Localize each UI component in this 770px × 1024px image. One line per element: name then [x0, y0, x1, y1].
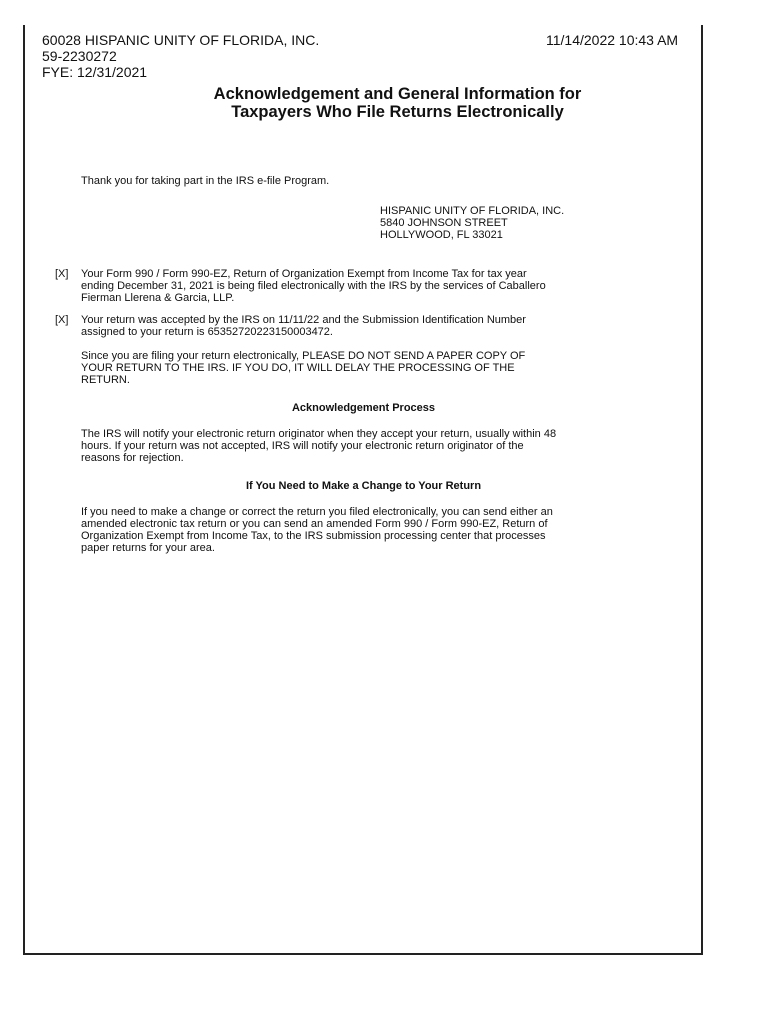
paper-copy-warning — [81, 350, 593, 386]
text-line: Your Form 990 / Form 990-EZ, Return of Organization Exempt from Income Tax for tax year — [81, 268, 527, 280]
change-heading: If You Need to Make a Change to Your Return — [245, 480, 482, 492]
acknowledgement-heading: Acknowledgement Process — [291, 402, 436, 414]
address-street: 5840 JOHNSON STREET — [380, 217, 508, 229]
title-line-2: Taxpayers Who File Returns Electronically — [231, 103, 564, 121]
text-line: Since you are filing your return electronically, PLEASE DO NOT SEND A PAPER COPY OF — [81, 350, 526, 362]
address-name: HISPANIC UNITY OF FLORIDA, INC. — [380, 205, 565, 217]
text-line: The IRS will notify your electronic return originator when they accept your return, usually within 48 — [81, 428, 557, 440]
text-line: If you need to make a change or correct the return you filed electronically, you can send either an — [81, 506, 553, 518]
checkbox-mark: [X] — [55, 314, 69, 326]
text-line: reasons for rejection. — [81, 452, 184, 464]
mailing-address — [380, 205, 564, 241]
change-text — [81, 506, 593, 554]
client-line: 60028 HISPANIC UNITY OF FLORIDA, INC. — [42, 32, 320, 48]
filing-status-text — [81, 268, 595, 304]
datetime-stamp: 11/14/2022 10:43 AM — [546, 32, 679, 48]
text-line: amended electronic tax return or you can send an amended Form 990 / Form 990-EZ, Return of — [81, 518, 548, 530]
text-line: YOUR RETURN TO THE IRS. IF YOU DO, IT WILL DELAY THE PROCESSING OF THE — [81, 362, 515, 374]
filing-status-item — [55, 268, 595, 304]
text-line: hours. If your return was not accepted, IRS will notify your electronic return originator of the — [81, 440, 524, 452]
text-line: Fierman Llerena & Garcia, LLP. — [81, 292, 235, 304]
document-title — [140, 85, 655, 121]
thank-you-text: Thank you for taking part in the IRS e-file Program. — [81, 175, 330, 187]
ein-line: 59-2230272 — [42, 48, 117, 64]
text-line: paper returns for your area. — [81, 542, 215, 554]
text-line: Your return was accepted by the IRS on 11/11/22 and the Submission Identification Number — [81, 314, 526, 326]
text-line: Organization Exempt from Income Tax, to the IRS submission processing center that processes — [81, 530, 546, 542]
text-line: ending December 31, 2021 is being filed electronically with the IRS by the services of Caballero — [81, 280, 546, 292]
acceptance-text — [81, 314, 595, 338]
text-line: RETURN. — [81, 374, 130, 386]
acceptance-item — [55, 314, 595, 338]
text-line: assigned to your return is 65352720223150003472. — [81, 326, 333, 338]
header-left — [42, 32, 319, 80]
fye-line: FYE: 12/31/2021 — [42, 64, 148, 80]
address-city: HOLLYWOOD, FL 33021 — [380, 229, 503, 241]
checkbox-mark: [X] — [55, 268, 69, 280]
acknowledgement-text — [81, 428, 593, 464]
title-line-1: Acknowledgement and General Information for — [213, 85, 582, 103]
